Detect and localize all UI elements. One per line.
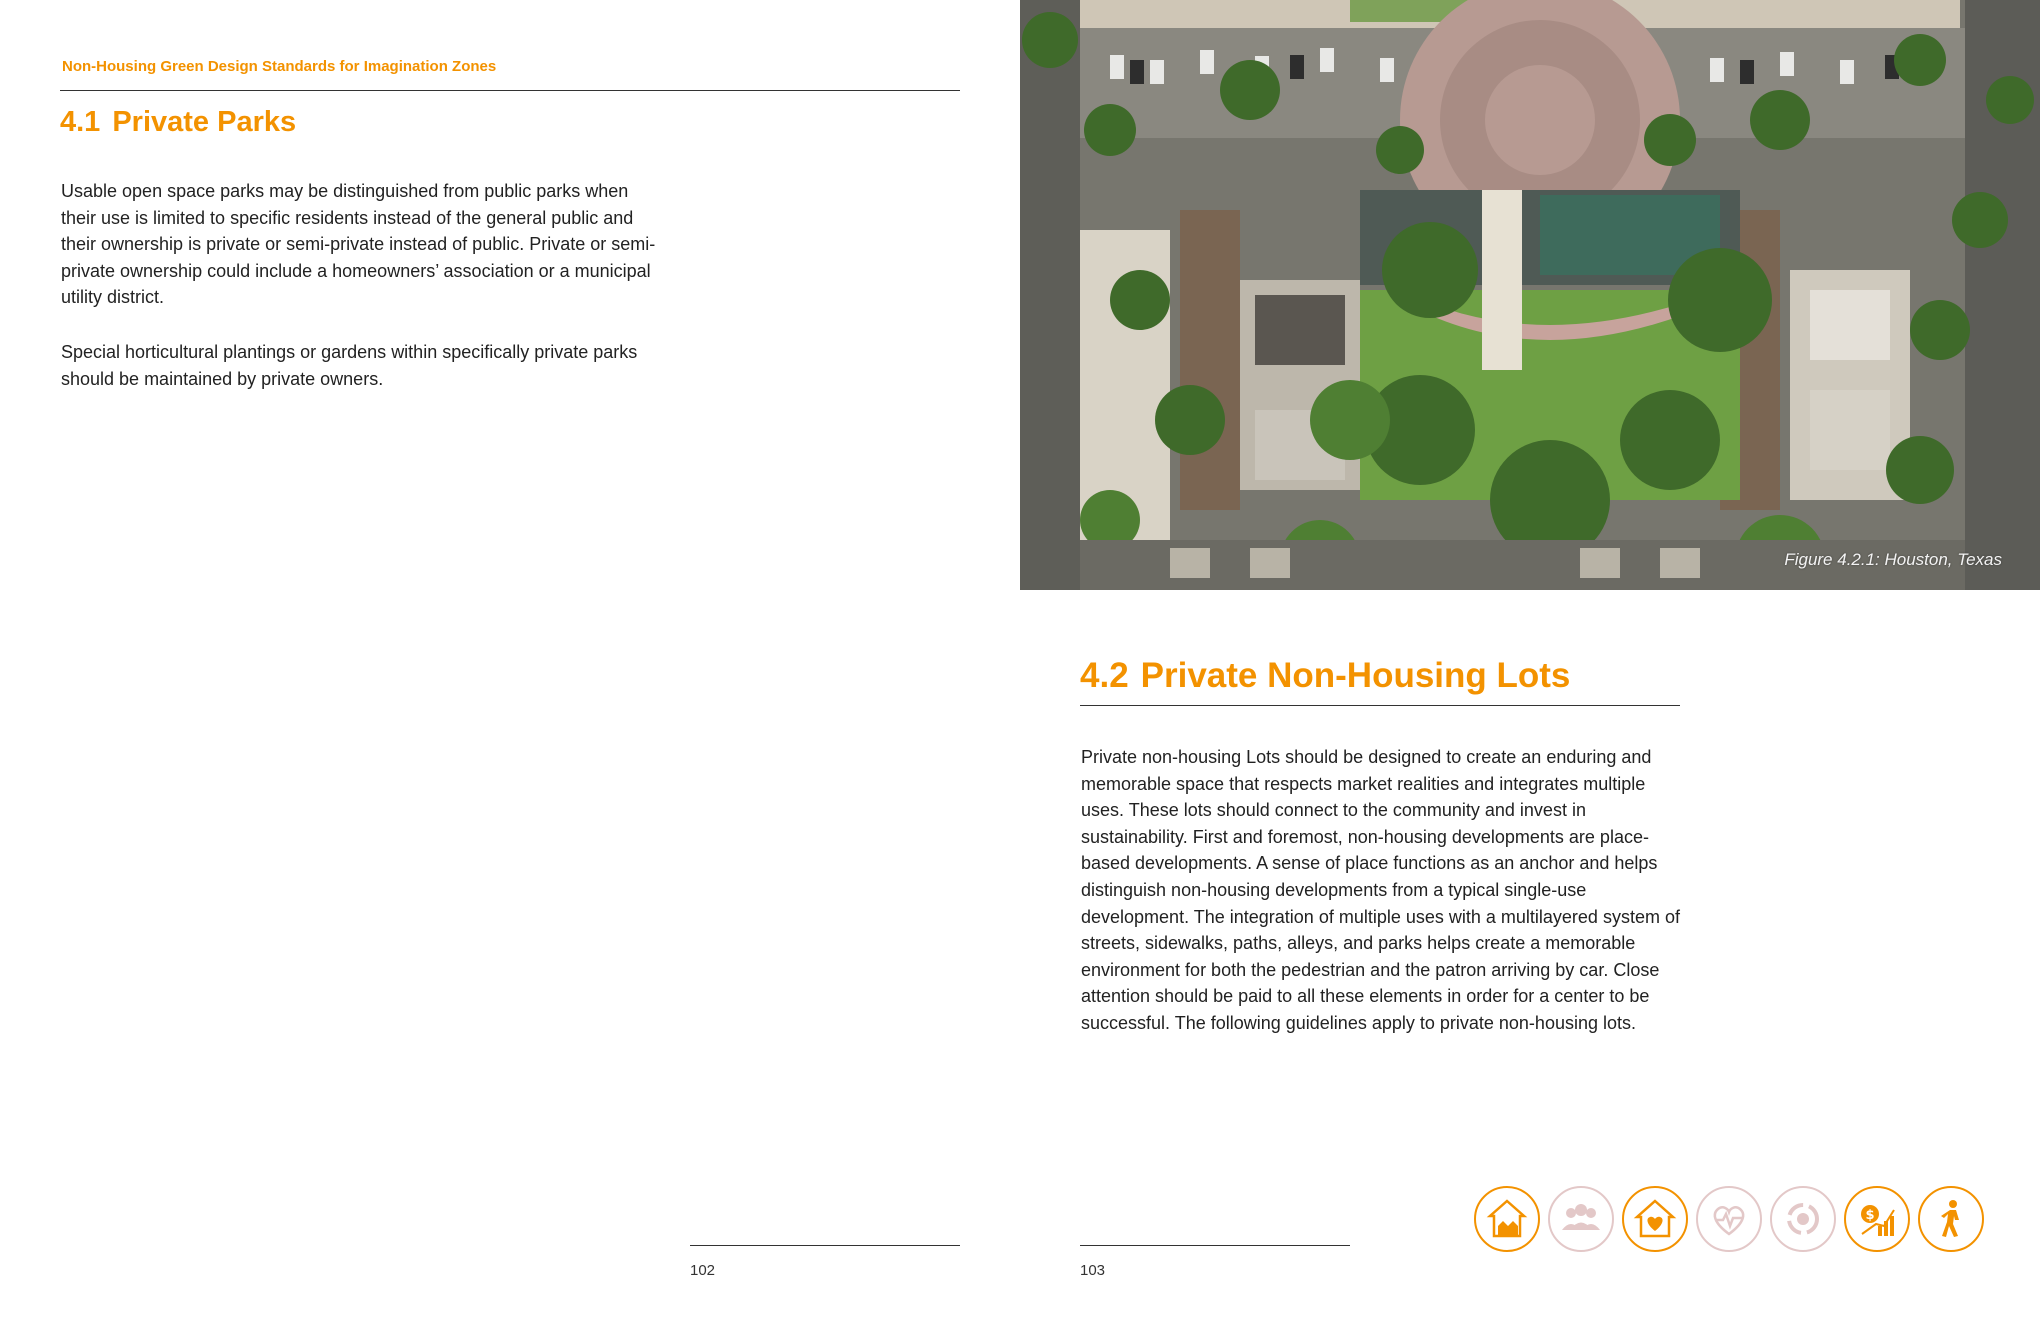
home-heart-icon <box>1622 1186 1688 1252</box>
section-4-1-title <box>60 106 296 139</box>
section-title-text: Private Non-Housing Lots <box>1140 656 1571 695</box>
page-number-left: 102 <box>690 1262 716 1279</box>
sustainability-cycle-icon <box>1770 1186 1836 1252</box>
walking-icon <box>1918 1186 1984 1252</box>
aerial-photo <box>1020 0 2040 590</box>
aerial-photo-illustration <box>1020 0 2040 590</box>
svg-text:$: $ <box>1865 1208 1875 1223</box>
economy-icon <box>1844 1186 1910 1252</box>
footer-rule-left <box>690 1245 960 1246</box>
health-icon <box>1696 1186 1762 1252</box>
header-rule <box>60 90 960 91</box>
section-4-1-paragraph-2: Special horticultural plantings or gardens within specifically private parks should be maintained by private owners. <box>61 342 638 389</box>
section-rule <box>1080 705 1680 706</box>
section-title-text: Private Parks <box>112 106 297 138</box>
section-number: 4.2 <box>1080 656 1129 695</box>
running-header: Non-Housing Green Design Standards for Imagination Zones <box>62 58 497 75</box>
footer-rule-right <box>1080 1245 1350 1246</box>
section-4-2-title <box>1080 656 1570 696</box>
figure-caption: Figure 4.2.1: Houston, Texas <box>1784 550 2002 569</box>
section-4-2-paragraph: Private non-housing Lots should be designed to create an enduring and memorable space that respects market realities and integrates multiple uses. These lots should connect to the community and invest in sustainability. First and foremost, non-housing developments are place-based developments. A sense of place functions as an anchor and helps distinguish non-housing developments from a typical single-use development. The integration of multiple uses with a multilayered system of streets, sidewalks, paths, alleys, and parks helps create a memorable environment for both the pedestrian and the patron arriving by car. Close attention should be paid to all these elements in order for a center to be successful. The following guidelines apply to private non-housing lots. <box>1081 747 1680 1033</box>
community-icon <box>1548 1186 1614 1252</box>
section-number: 4.1 <box>60 106 101 138</box>
page-number-right: 103 <box>1080 1262 1106 1279</box>
section-4-1-paragraph-1: Usable open space parks may be distinguished from public parks when their use is limited to specific residents instead of the general public and their ownership is private or semi-private instead of public. Private or semi-private ownership could include a homeowners’ association or a municipal utility district. <box>61 181 656 308</box>
housing-icon <box>1474 1186 1540 1252</box>
